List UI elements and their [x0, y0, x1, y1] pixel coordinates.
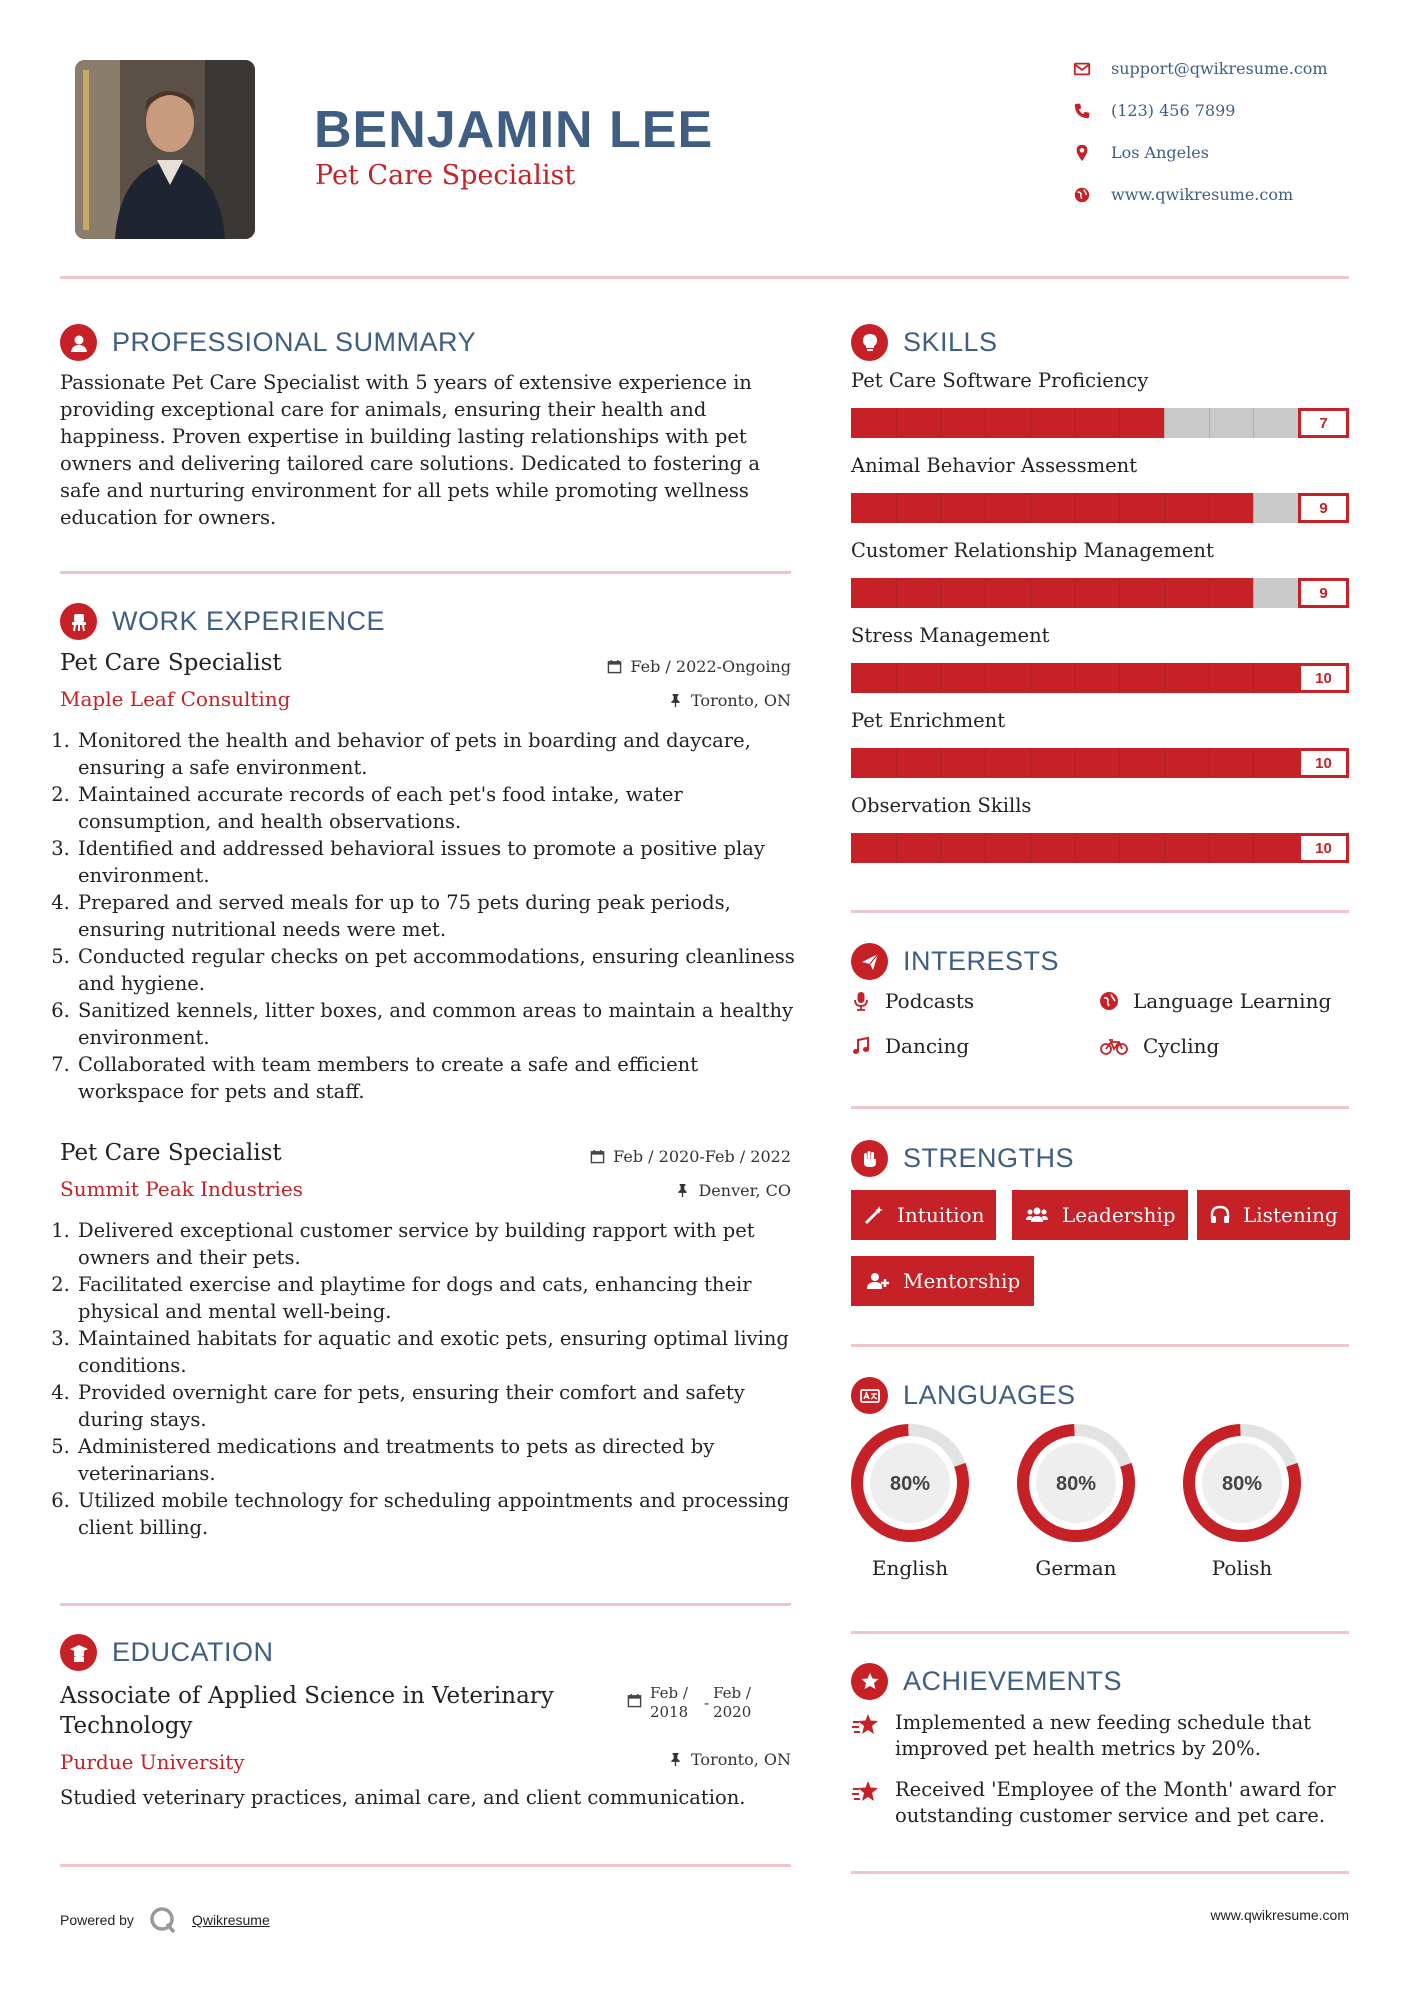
job-company: Summit Peak Industries [60, 1177, 303, 1201]
skill-name: Pet Enrichment [851, 709, 1006, 732]
skill-bar-segment [896, 408, 897, 438]
skill-bar-segment [940, 493, 941, 523]
experience-divider [60, 1603, 791, 1606]
user-icon [68, 332, 90, 354]
skill-bar-segment [896, 663, 897, 693]
footer-website[interactable]: www.qwikresume.com [1210, 1907, 1349, 1923]
skill-score: 9 [1298, 493, 1349, 523]
education-degree: Associate of Applied Science in Veterinary Technology [60, 1683, 554, 1739]
language-percent: 80% [889, 1473, 931, 1495]
contact-email[interactable]: support@qwikresume.com [1073, 59, 1328, 78]
skill-bar-segment [1075, 493, 1076, 523]
language-ring [1181, 1422, 1303, 1544]
pushpin-icon [668, 693, 683, 708]
user-plus-icon [865, 1270, 891, 1292]
education-dates: Feb / 2018 - Feb / 2020 [627, 1684, 757, 1722]
language-ring [1015, 1422, 1137, 1544]
job-location: Denver, CO [500, 1181, 791, 1200]
skill-bar-fill [851, 493, 1253, 523]
skill-bar [851, 493, 1349, 523]
skill-bar-segment [1209, 408, 1210, 438]
language-item [1181, 1422, 1303, 1580]
achievements-divider [851, 1871, 1349, 1874]
list-item: 1. Monitored the health and behavior of pets in boarding and daycare, ensuring a safe environment. [76, 727, 798, 781]
users-icon [1024, 1204, 1050, 1226]
skill-bar-segment [1030, 833, 1031, 863]
qwikresume-link[interactable]: Qwikresume [191, 1912, 270, 1928]
skill-bar-segment [940, 408, 941, 438]
skill-bar-segment [1119, 408, 1120, 438]
list-item: 2. Facilitated exercise and playtime for dogs and cats, enhancing their physical and mental well-being. [76, 1271, 798, 1325]
job-title: Pet Care Specialist [60, 1140, 282, 1166]
language-item [1015, 1422, 1137, 1580]
star-icon [851, 1779, 881, 1805]
candidate-name: BENJAMIN LEE [314, 101, 714, 159]
strengths-heading: STRENGTHS [851, 1140, 1074, 1177]
list-item: 6. Utilized mobile technology for scheduling appointments and processing client billing. [76, 1487, 798, 1541]
interest-item: Podcasts [851, 989, 974, 1013]
skill-bar-segment [1075, 408, 1076, 438]
paper-plane-icon [859, 951, 881, 973]
interest-item: Dancing [851, 1034, 969, 1058]
education-heading: EDUCATION [60, 1634, 274, 1671]
skill-score: 10 [1298, 833, 1349, 863]
language-item [849, 1422, 971, 1580]
pushpin-icon [675, 1183, 690, 1198]
skill-bar-segment [1030, 493, 1031, 523]
language-percent: 80% [1221, 1473, 1263, 1495]
language-percent: 80% [1055, 1473, 1097, 1495]
job-date: Feb / 2020-Feb / 2022 [500, 1147, 791, 1166]
microphone-icon [851, 991, 871, 1011]
calendar-icon [607, 659, 622, 674]
job-location: Toronto, ON [500, 691, 791, 710]
skill-bar-segment [896, 578, 897, 608]
award-icon [859, 1671, 881, 1693]
skill-name: Stress Management [851, 624, 1050, 647]
achievement-item: Implemented a new feeding schedule that improved pet health metrics by 20%. [851, 1710, 1351, 1762]
skill-score: 10 [1298, 663, 1349, 693]
skill-bar-segment [1030, 408, 1031, 438]
skill-bar-segment [985, 748, 986, 778]
skill-bar-segment [1164, 833, 1165, 863]
skill-score: 7 [1298, 408, 1349, 438]
list-item: 3. Maintained habitats for aquatic and exotic pets, ensuring optimal living conditions. [76, 1325, 798, 1379]
skill-name: Pet Care Software Proficiency [851, 369, 1149, 392]
summary-divider [60, 571, 791, 574]
skill-bar-segment [940, 833, 941, 863]
skill-bar [851, 663, 1349, 693]
skill-bar-track [851, 663, 1298, 693]
skill-bar-segment [1253, 833, 1254, 863]
skill-bar-segment [985, 663, 986, 693]
skill-bar-segment [1253, 408, 1254, 438]
job-company: Maple Leaf Consulting [60, 687, 291, 711]
skill-bar-segment [985, 578, 986, 608]
calendar-icon [590, 1149, 605, 1164]
education-divider [60, 1864, 791, 1867]
map-marker-icon [1073, 144, 1091, 162]
skill-bar-segment [1209, 748, 1210, 778]
fist-icon [859, 1148, 881, 1170]
language-name: Polish [1211, 1556, 1273, 1580]
bicycle-icon [1099, 1036, 1129, 1056]
interests-heading: INTERESTS [851, 943, 1059, 980]
skill-bar-segment [1253, 748, 1254, 778]
interests-divider [851, 1106, 1349, 1109]
language-ring [849, 1422, 971, 1544]
interest-item: Cycling [1099, 1034, 1219, 1058]
skill-bar-segment [896, 748, 897, 778]
skill-bar-segment [1119, 493, 1120, 523]
qwikresume-logo-icon [148, 1905, 178, 1935]
list-item: 3. Identified and addressed behavioral issues to promote a positive play environment. [76, 835, 798, 889]
skill-bar-segment [1119, 578, 1120, 608]
job-title: Pet Care Specialist [60, 650, 282, 676]
lightbulb-icon [859, 332, 881, 354]
skill-bar-segment [1209, 833, 1210, 863]
list-item: 4. Provided overnight care for pets, ensuring their comfort and safety during stays. [76, 1379, 798, 1433]
list-item: 6. Sanitized kennels, litter boxes, and common areas to maintain a healthy environment. [76, 997, 798, 1051]
skill-bar-segment [940, 663, 941, 693]
footer-branding: Powered by Qwikresume [60, 1905, 270, 1935]
summary-text: Passionate Pet Care Specialist with 5 years of extensive experience in providing exceptional care for animals, ensuring their health and happiness. Proven expertise in building lasting relationships with pet owners and delivering tailored care solutions. Dedicated to fostering a safe and nurturing environment for all pets while promoting wellness education for owners. [60, 371, 760, 529]
interest-item: Language Learning [1099, 989, 1331, 1013]
skill-bar-segment [985, 408, 986, 438]
language-icon [859, 1385, 881, 1407]
languages-heading: LANGUAGES [851, 1377, 1076, 1414]
header-divider [60, 276, 1349, 279]
skill-score: 9 [1298, 578, 1349, 608]
skill-bar-segment [1164, 408, 1165, 438]
skill-bar-segment [1253, 578, 1254, 608]
strength-tag: Intuition [851, 1190, 996, 1240]
strength-tag: Mentorship [851, 1256, 1034, 1306]
list-item: 1. Delivered exceptional customer service by building rapport with pet owners and their pets. [76, 1217, 798, 1271]
skill-bar-segment [940, 748, 941, 778]
skill-bar-segment [940, 578, 941, 608]
list-item: 5. Administered medications and treatments to pets as directed by veterinarians. [76, 1433, 798, 1487]
language-name: German [1035, 1556, 1117, 1580]
skill-bar-segment [985, 833, 986, 863]
skill-bar-segment [1030, 578, 1031, 608]
calendar-icon [627, 1693, 642, 1708]
music-note-icon [851, 1036, 871, 1056]
education-location: Toronto, ON [500, 1750, 791, 1769]
star-icon [851, 1712, 881, 1738]
skill-name: Customer Relationship Management [851, 539, 1214, 562]
strength-tag: Leadership [1012, 1190, 1188, 1240]
experience-heading: WORK EXPERIENCE [60, 603, 385, 640]
skill-bar-segment [1075, 578, 1076, 608]
achievement-item: Received 'Employee of the Month' award for outstanding customer service and pet care. [851, 1777, 1351, 1829]
envelope-icon [1073, 60, 1091, 78]
list-item: 7. Collaborated with team members to create a safe and efficient workspace for pets and staff. [76, 1051, 798, 1105]
list-item: 2. Maintained accurate records of each pet's food intake, water consumption, and health observations. [76, 781, 798, 835]
graduate-icon [68, 1642, 90, 1664]
skill-bar-segment [1075, 748, 1076, 778]
skill-bar-segment [1119, 663, 1120, 693]
skill-bar-segment [896, 493, 897, 523]
skill-bar-segment [1119, 833, 1120, 863]
skill-bar-track [851, 748, 1298, 778]
skill-bar-track [851, 493, 1298, 523]
profile-photo [75, 60, 255, 239]
skill-bar [851, 833, 1349, 863]
skill-bar [851, 748, 1349, 778]
skill-bar-segment [1075, 833, 1076, 863]
skill-bar-segment [985, 493, 986, 523]
skill-bar-segment [1164, 748, 1165, 778]
skill-bar-segment [1209, 578, 1210, 608]
skills-heading: SKILLS [851, 324, 998, 361]
skill-bar-segment [1164, 578, 1165, 608]
skill-name: Observation Skills [851, 794, 1032, 817]
globe-icon [1073, 186, 1091, 204]
contact-phone[interactable]: (123) 456 7899 [1073, 101, 1235, 120]
strengths-divider [851, 1344, 1349, 1347]
skill-bar-segment [896, 833, 897, 863]
pushpin-icon [668, 1752, 683, 1767]
contact-location: Los Angeles [1073, 143, 1209, 162]
strength-tag: Listening [1197, 1190, 1350, 1240]
languages-divider [851, 1631, 1349, 1634]
skill-name: Animal Behavior Assessment [851, 454, 1138, 477]
list-item: 4. Prepared and served meals for up to 75 pets during peak periods, ensuring nutritional needs were met. [76, 889, 798, 943]
achievements-heading: ACHIEVEMENTS [851, 1663, 1122, 1700]
skill-score: 10 [1298, 748, 1349, 778]
skill-bar-segment [1253, 663, 1254, 693]
language-name: English [871, 1556, 949, 1580]
skill-bar-segment [1209, 493, 1210, 523]
skill-bar-fill [851, 408, 1164, 438]
magic-wand-icon [863, 1204, 885, 1226]
skill-bar-segment [1075, 663, 1076, 693]
job-responsibilities [58, 727, 798, 1105]
education-description: Studied veterinary practices, animal care, and client communication. [60, 1786, 746, 1809]
globe-icon [1099, 991, 1119, 1011]
skill-bar-fill [851, 578, 1253, 608]
skill-bar-segment [1030, 663, 1031, 693]
skill-bar-track [851, 578, 1298, 608]
skill-bar-segment [1253, 493, 1254, 523]
skill-bar-segment [1164, 663, 1165, 693]
list-item: 5. Conducted regular checks on pet accommodations, ensuring cleanliness and hygiene. [76, 943, 798, 997]
candidate-title: Pet Care Specialist [315, 160, 576, 191]
contact-website[interactable]: www.qwikresume.com [1073, 185, 1293, 204]
headphones-icon [1209, 1204, 1231, 1226]
skill-bar-segment [1209, 663, 1210, 693]
chair-icon [68, 611, 90, 633]
skills-divider [851, 910, 1349, 913]
skill-bar-segment [1164, 493, 1165, 523]
skill-bar [851, 408, 1349, 438]
job-responsibilities [58, 1217, 798, 1541]
job-date: Feb / 2022-Ongoing [500, 657, 791, 676]
skill-bar [851, 578, 1349, 608]
skill-bar-segment [1119, 748, 1120, 778]
skill-bar-segment [1030, 748, 1031, 778]
phone-icon [1073, 102, 1091, 120]
education-school: Purdue University [60, 1750, 245, 1774]
summary-heading: PROFESSIONAL SUMMARY [60, 324, 476, 361]
skill-bar-track [851, 833, 1298, 863]
skill-bar-track [851, 408, 1298, 438]
